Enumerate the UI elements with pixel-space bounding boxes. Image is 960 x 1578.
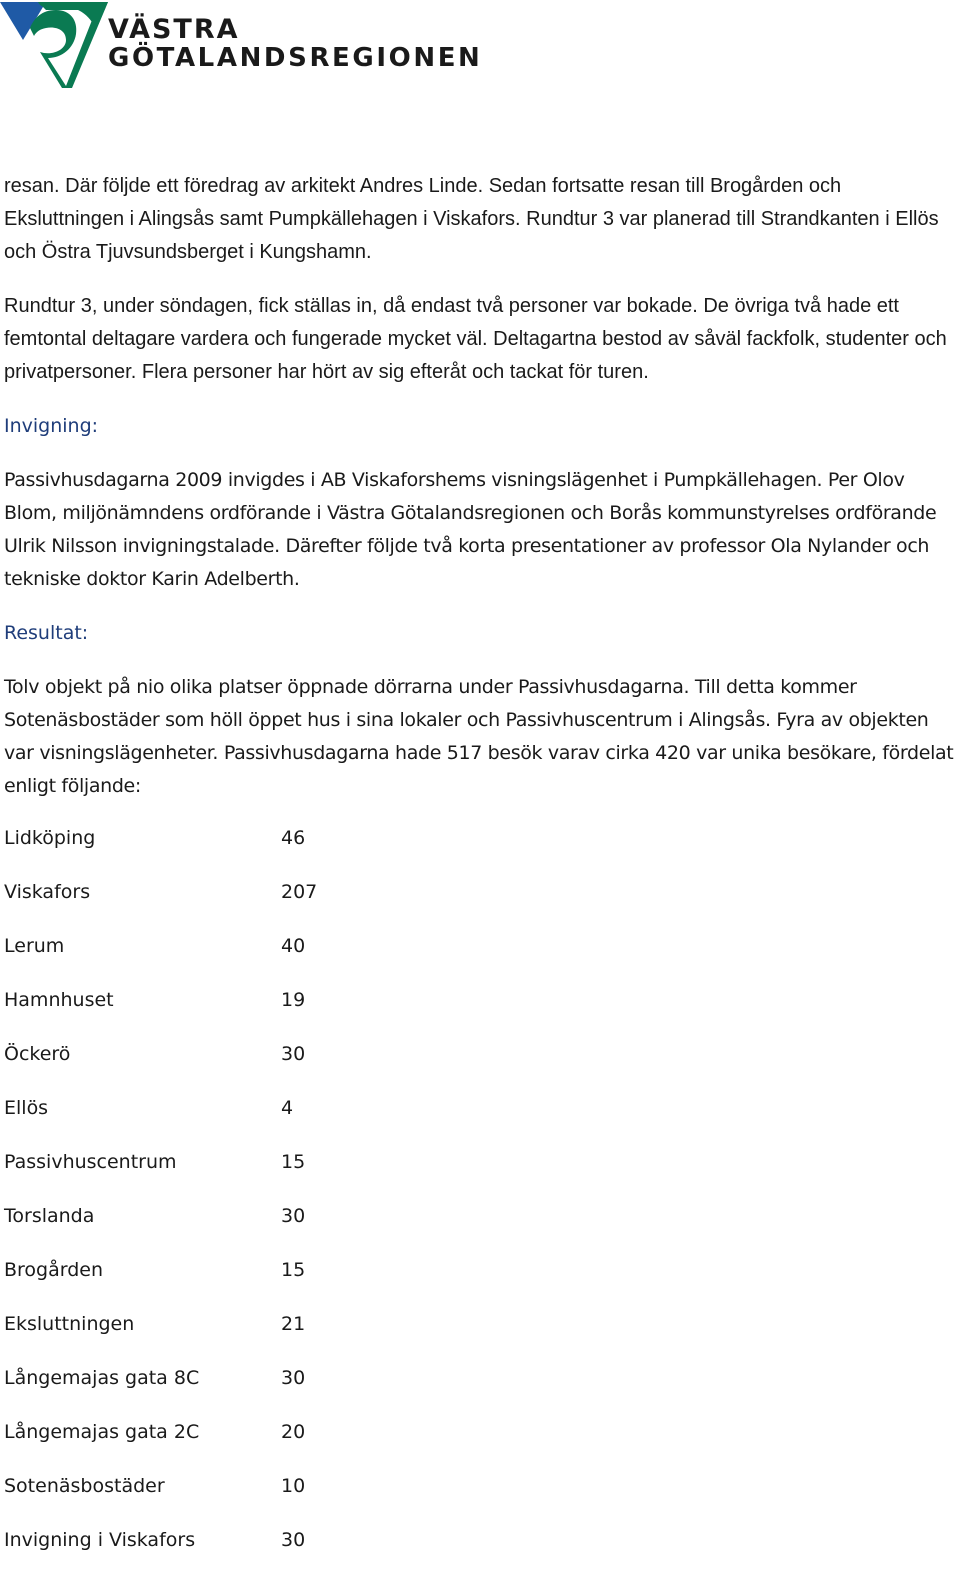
paragraph-resultat: Tolv objekt på nio olika platser öppnade dörrarna under Passivhusdagarna. Till detta kommer Sotenäsbostäder som höll öppet hus i sina lokaler och Passivhuscentrum i Alingsås. Fyra av objekten var visningslägenheter. Passivhusdagarna hade 517 besök varav cirka 420 var unika besökare, fördelat enligt följande: [4, 676, 954, 797]
visit-place: Lerum [4, 935, 65, 957]
visit-place: Långemajas gata 8C [4, 1367, 200, 1389]
visit-count: 15 [281, 1259, 306, 1281]
visit-row [4, 1524, 504, 1578]
visit-row [4, 1470, 504, 1524]
visit-count: 20 [281, 1421, 306, 1443]
visit-place: Brogården [4, 1259, 104, 1281]
visit-count: 40 [281, 935, 306, 957]
visit-place: Långemajas gata 2C [4, 1421, 200, 1443]
heading-invigning: Invigning: [4, 415, 99, 437]
visit-row [4, 1254, 504, 1308]
visit-row [4, 984, 504, 1038]
visit-count: 46 [281, 827, 306, 849]
visit-row [4, 1308, 504, 1362]
visit-place: Hamnhuset [4, 989, 114, 1011]
visit-row [4, 1416, 504, 1470]
visit-count: 19 [281, 989, 306, 1011]
visit-row [4, 1200, 504, 1254]
visit-count: 207 [281, 881, 318, 903]
logo-line-2: GÖTALANDSREGIONEN [108, 43, 483, 73]
visit-count: 21 [281, 1313, 306, 1335]
visit-count: 4 [281, 1097, 294, 1119]
region-logo-icon [0, 0, 110, 95]
visit-count: 30 [281, 1043, 306, 1065]
logo-line-1: VÄSTRA [108, 14, 240, 45]
paragraph-rundtur-intro: resan. Där följde ett föredrag av arkitekt Andres Linde. Sedan fortsatte resan till Brogården och Eksluttningen i Alingsås samt Pumpkällehagen i Viskafors. Rundtur 3 var planerad till Strandkanten i Ellös och Östra Tjuvsundsberget i Kungshamn. [4, 175, 939, 263]
visits-list [4, 822, 504, 1578]
paragraph-invigning: Passivhusdagarna 2009 invigdes i AB Viskaforshems visningslägenhet i Pumpkällehagen. Per Olov Blom, miljönämndens ordförande i Västra Götalandsregionen och Borås kommunstyrelses ordförande Ulrik Nilsson invigningstalade. Därefter följde två korta presentationer av professor Ola Nylander och tekniske doktor Karin Adelberth. [4, 469, 937, 590]
visit-count: 30 [281, 1205, 306, 1227]
visit-place: Viskafors [4, 881, 91, 903]
visit-place: Passivhuscentrum [4, 1151, 177, 1173]
region-logo [0, 0, 483, 100]
visit-place: Öckerö [4, 1043, 71, 1065]
visit-count: 30 [281, 1529, 306, 1551]
visit-row [4, 930, 504, 984]
paragraph-rundtur-3: Rundtur 3, under söndagen, fick ställas in, då endast två personer var bokade. De övriga två hade ett femtontal deltagare vardera och fungerade mycket väl. Deltagartna bestod av såväl fackfolk, studenter och privatpersoner. Flera personer har hört av sig efteråt och tackat för turen. [4, 295, 947, 383]
visit-place: Lidköping [4, 827, 96, 849]
heading-resultat: Resultat: [4, 622, 89, 644]
document-body [4, 170, 960, 824]
visit-count: 15 [281, 1151, 306, 1173]
visit-row [4, 1038, 504, 1092]
visit-row [4, 1092, 504, 1146]
visit-place: Sotenäsbostäder [4, 1475, 165, 1497]
visit-row [4, 1146, 504, 1200]
visit-place: Eksluttningen [4, 1313, 135, 1335]
visit-place: Torslanda [4, 1205, 95, 1227]
visit-place: Ellös [4, 1097, 49, 1119]
visit-count: 10 [281, 1475, 306, 1497]
region-logo-text [108, 16, 482, 71]
visit-row [4, 822, 504, 876]
visit-place: Invigning i Viskafors [4, 1529, 196, 1551]
visit-row [4, 1362, 504, 1416]
visit-row [4, 876, 504, 930]
visit-count: 30 [281, 1367, 306, 1389]
